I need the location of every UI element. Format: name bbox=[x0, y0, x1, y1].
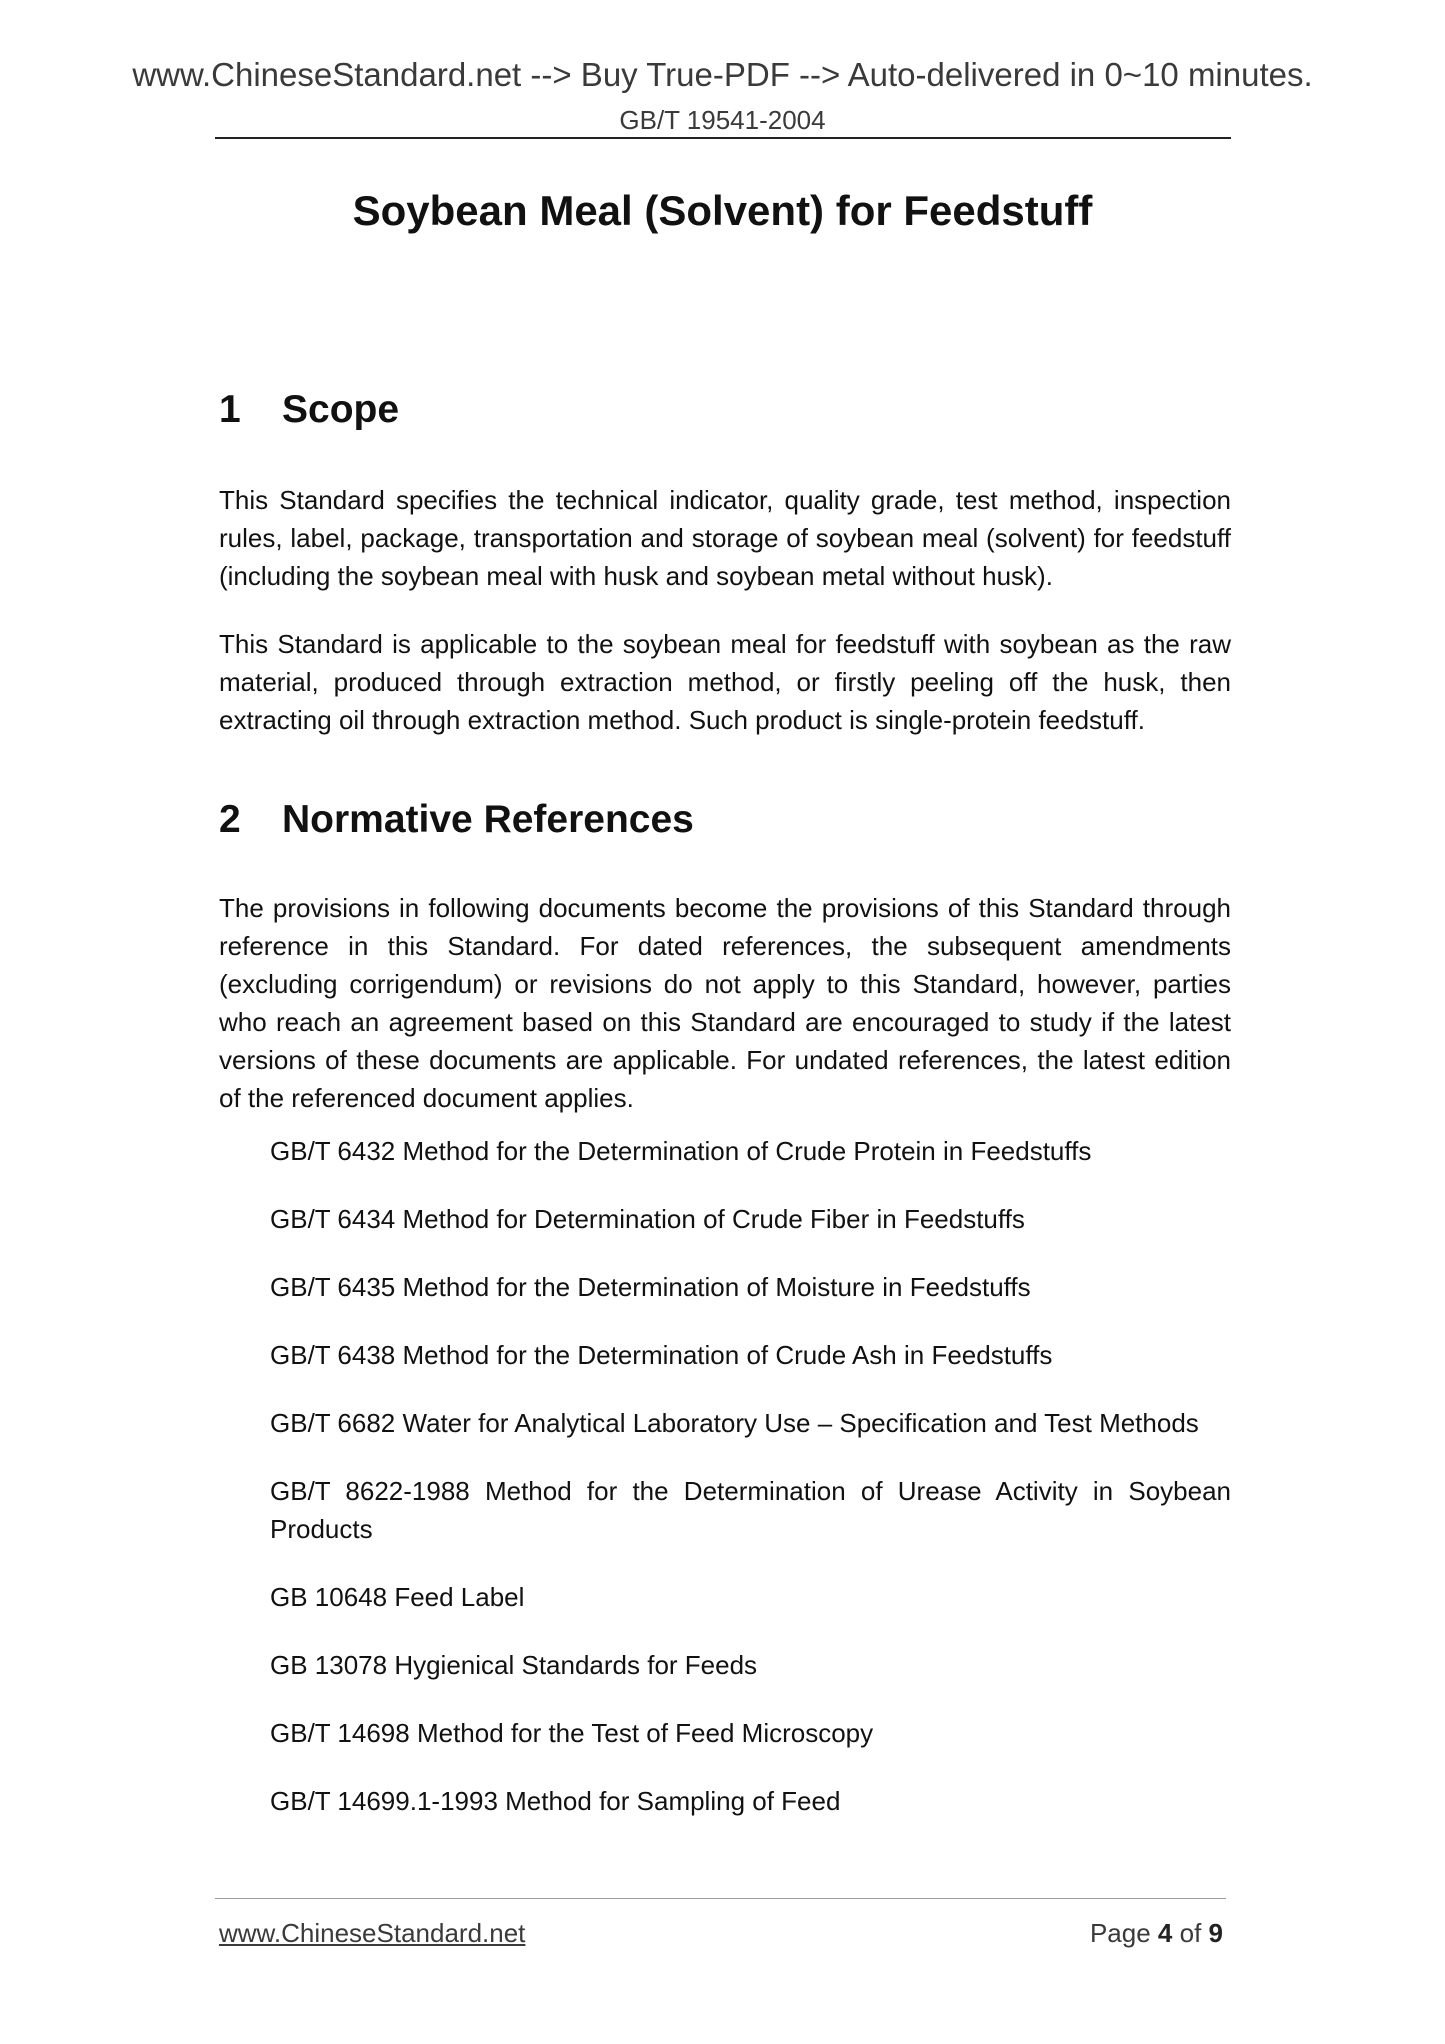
section-heading-scope bbox=[219, 390, 399, 429]
page-title: Soybean Meal (Solvent) for Feedstuff bbox=[352, 187, 1093, 234]
section-heading-normative-references bbox=[219, 800, 694, 839]
reference-item: GB/T 6435 Method for the Determination of Moisture in Feedstuffs bbox=[270, 1272, 1031, 1302]
current-page: 4 bbox=[1157, 1918, 1173, 1948]
reference-item: GB 10648 Feed Label bbox=[270, 1582, 525, 1612]
reference-item: GB/T 14699.1-1993 Method for Sampling of Feed bbox=[270, 1786, 841, 1816]
reference-item: GB/T 6682 Water for Analytical Laboratory Use – Specification and Test Methods bbox=[270, 1408, 1199, 1438]
document-code: GB/T 19541-2004 bbox=[619, 105, 826, 135]
reference-item: GB/T 6432 Method for the Determination of Crude Protein in Feedstuffs bbox=[270, 1136, 1092, 1166]
section-title: Normative References bbox=[282, 798, 694, 841]
page-number bbox=[1090, 1920, 1223, 1946]
section-title: Scope bbox=[282, 388, 400, 431]
footer-divider bbox=[215, 1898, 1226, 1899]
reference-item: GB/T 6434 Method for Determination of Crude Fiber in Feedstuffs bbox=[270, 1204, 1025, 1234]
header-banner: www.ChineseStandard.net --> Buy True-PDF --> Auto-delivered in 0~10 minutes. bbox=[132, 56, 1313, 93]
section-number: 1 bbox=[219, 388, 241, 431]
header-divider bbox=[215, 137, 1231, 139]
reference-item: GB 13078 Hygienical Standards for Feeds bbox=[270, 1650, 758, 1680]
reference-item: GB/T 14698 Method for the Test of Feed Microscopy bbox=[270, 1718, 874, 1748]
footer-website-link[interactable]: www.ChineseStandard.net bbox=[219, 1918, 526, 1948]
page-separator: of bbox=[1179, 1918, 1202, 1948]
scope-paragraph-1: This Standard specifies the technical indicator, quality grade, test method, inspection rules, label, package, transportation and storage of soybean meal (solvent) for feedstuff (including the soybean meal with husk and soybean metal without husk). bbox=[219, 485, 1231, 591]
references-intro-paragraph: The provisions in following documents become the provisions of this Standard through reference in this Standard. For dated references, the subsequent amendments (excluding corrigendum) or revisions do not apply to this Standard, however, parties who reach an agreement based on this Standard are encouraged to study if the latest versions of these documents are applicable. For undated references, the latest edition of the referenced document applies. bbox=[219, 893, 1231, 1113]
scope-paragraph-2: This Standard is applicable to the soybean meal for feedstuff with soybean as the raw material, produced through extraction method, or firstly peeling off the husk, then extracting oil through extraction method. Such product is single-protein feedstuff. bbox=[219, 629, 1231, 735]
total-pages: 9 bbox=[1208, 1918, 1223, 1948]
reference-list bbox=[270, 1132, 1231, 1850]
reference-item: GB/T 6438 Method for the Determination of Crude Ash in Feedstuffs bbox=[270, 1340, 1053, 1370]
reference-item: GB/T 8622-1988 Method for the Determination of Urease Activity in Soybean Products bbox=[270, 1476, 1231, 1544]
page-prefix: Page bbox=[1089, 1918, 1151, 1948]
section-number: 2 bbox=[219, 798, 241, 841]
